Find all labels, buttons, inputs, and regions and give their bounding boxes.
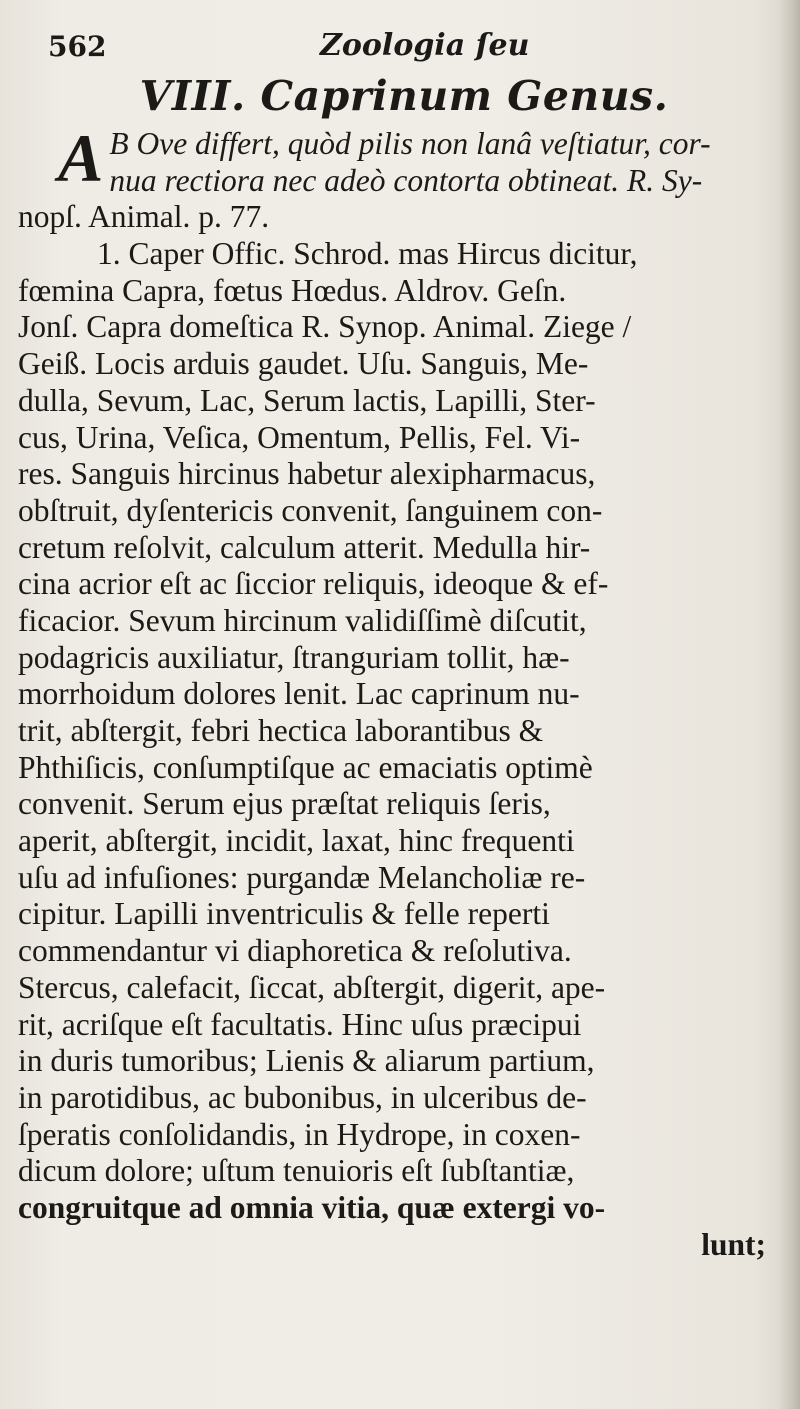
body-text <box>18 120 782 1263</box>
text-line: uſu ad infuſiones: purgandæ Melancholiæ re- <box>18 859 586 895</box>
text-line: Jonſ. Capra domeſtica R. Synop. Animal. Ziege / <box>18 309 632 345</box>
text-line: podagricis auxiliatur, ſtranguriam tollit, hæ- <box>18 639 570 675</box>
text-line: cretum reſolvit, calculum atterit. Medulla hir- <box>18 529 591 565</box>
running-head <box>48 28 748 68</box>
page-number: 562 <box>48 30 107 63</box>
text-line: cus, Urina, Veſica, Omentum, Pellis, Fel. Vi- <box>18 419 581 455</box>
text-line: congruitque ad omnia vitia, quæ extergi vo- <box>18 1189 606 1225</box>
text-line: in parotidibus, ac bubonibus, in ulceribus de- <box>18 1079 587 1115</box>
text-line: obſtruit, dyſentericis convenit, ſanguinem con- <box>18 492 603 528</box>
text-line: morrhoidum dolores lenit. Lac caprinum nu- <box>18 676 580 712</box>
text-line: trit, abſtergit, febri hectica laborantibus & <box>18 713 544 748</box>
catchword: lunt; <box>701 1226 766 1262</box>
text-line: fœmina Capra, fœtus Hœdus. Aldrov. Geſn. <box>18 272 567 308</box>
text-line: Geiß. Locis arduis gaudet. Uſu. Sanguis, Me- <box>18 346 589 382</box>
text-line: ſperatis conſolidandis, in Hydrope, in coxen- <box>18 1116 581 1152</box>
text-line: Stercus, calefacit, ſiccat, abſtergit, digerit, ape- <box>18 969 606 1005</box>
text-line: dulla, Sevum, Lac, Serum lactis, Lapilli, Ster- <box>18 382 596 418</box>
intro-line: nopſ. Animal. p. 77. <box>18 199 270 235</box>
text-line: cipitur. Lapilli inventriculis & felle reperti <box>18 896 550 932</box>
text-line: aperit, abſtergit, incidit, laxat, hinc frequenti <box>18 823 575 859</box>
text-line: 1. Caper Offic. Schrod. mas Hircus dicitur, <box>97 236 638 272</box>
text-line: commendantur vi diaphoretica & reſolutiva. <box>18 933 572 969</box>
text-line: res. Sanguis hircinus habetur alexipharmacus, <box>18 456 596 492</box>
intro-line: nua rectiora nec adeò contorta obtineat. R. Sy- <box>109 162 703 198</box>
text-line: convenit. Serum ejus præſtat reliquis ſeris, <box>18 786 551 822</box>
section-heading: VIII. Caprinum Genus. <box>139 72 669 120</box>
drop-cap: A <box>58 120 104 196</box>
text-line: cina acrior eſt ac ſiccior reliquis, ideoque & ef- <box>18 566 609 602</box>
text-line: dicum dolore; uſtum tenuioris eſt ſubſtantiæ, <box>18 1153 575 1189</box>
intro-line: B Ove differt, quòd pilis non lanâ veſtiatur, cor- <box>109 126 711 161</box>
running-title: Zoologia ſeu <box>320 28 530 63</box>
text-line: in duris tumoribus; Lienis & aliarum partium, <box>18 1043 595 1079</box>
text-line: Phthiſicis, conſumptiſque ac emaciatis optimè <box>18 749 593 785</box>
text-line: rit, acriſque eſt facultatis. Hinc uſus præcipui <box>18 1006 582 1042</box>
text-line: ficacior. Sevum hircinum validiſſimè diſcutit, <box>18 602 587 638</box>
